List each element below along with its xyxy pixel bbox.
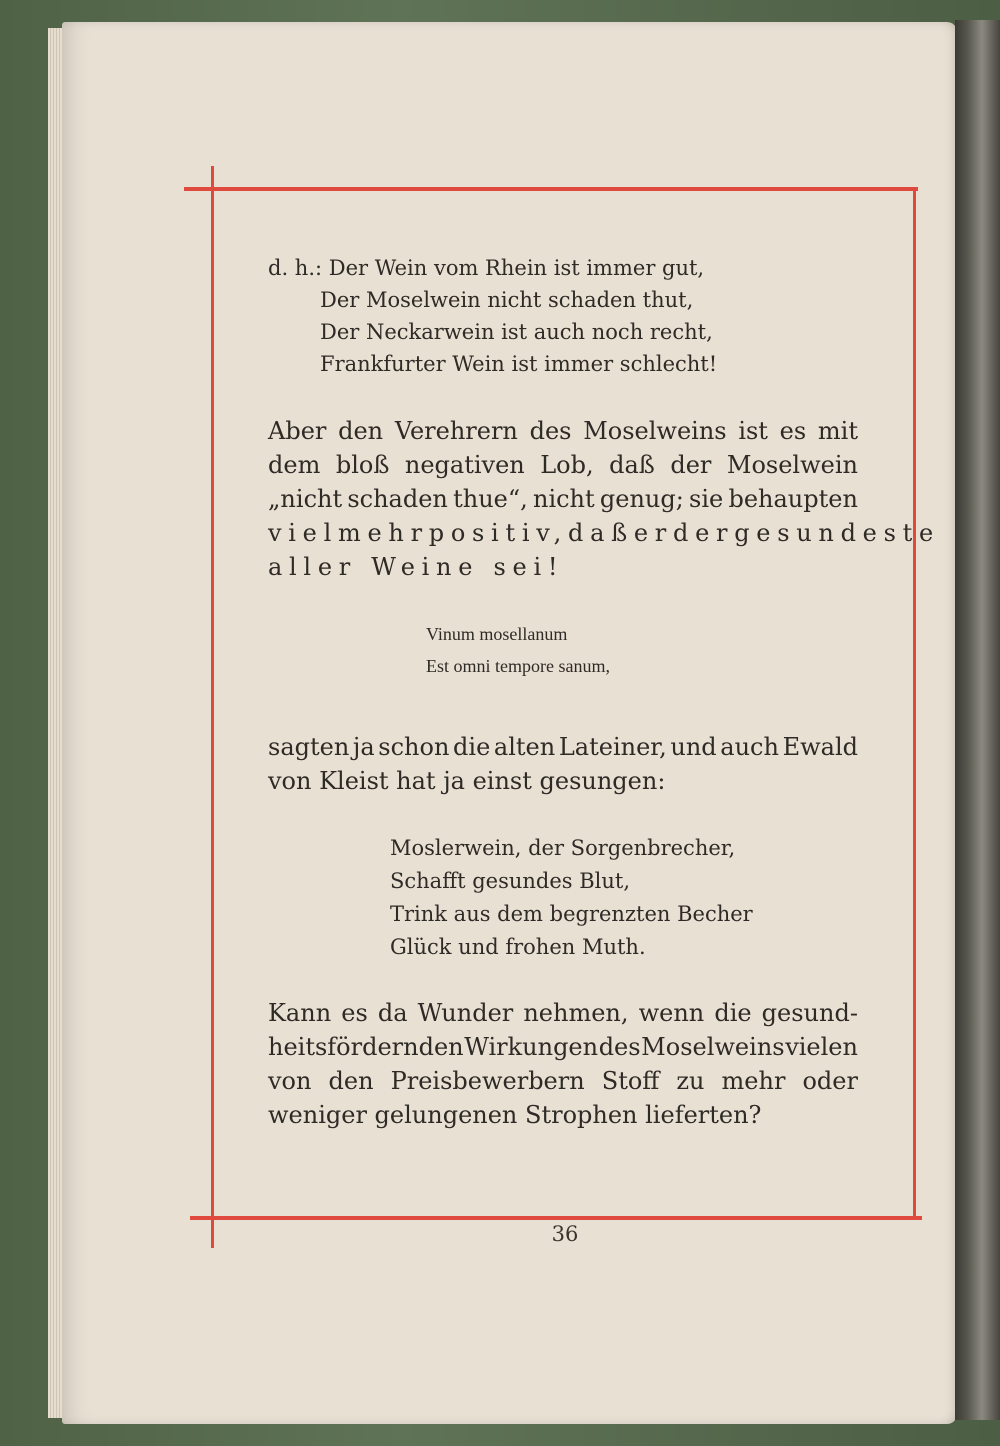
border-right-rule: [913, 187, 916, 1217]
paragraph-line: Aber den Verehrern des Moselweins ist es mit: [268, 417, 858, 445]
verse-line: Der Neckarwein ist auch noch recht,: [320, 320, 713, 344]
border-left-rule: [211, 166, 214, 1248]
paragraph-line: von den Preisbewerbern Stoff zu mehr oder: [268, 1067, 858, 1095]
paragraph-line: sagten ja schon die alten Lateiner, und auch Ewald: [268, 733, 858, 761]
paragraph-3: [268, 996, 858, 1132]
paragraph-line: „nicht schaden thue“, nicht genug; sie behaupten: [268, 485, 858, 513]
verse-line: Der Moselwein nicht schaden thut,: [320, 288, 694, 312]
verse-line: Schafft gesundes Blut,: [390, 869, 631, 893]
page-number: 36: [551, 1222, 579, 1246]
paragraph-line: vielmehr positiv, daß er der gesundeste: [268, 519, 940, 547]
verse-line: Moslerwein, der Sorgenbrecher,: [390, 836, 736, 860]
verse-line: Der Wein vom Rhein ist immer gut,: [328, 256, 705, 280]
border-bottom-rule: [190, 1216, 922, 1220]
verse-line: Glück und frohen Muth.: [390, 935, 646, 959]
latin-quote: [426, 618, 610, 682]
paragraph-line: weniger gelungenen Strophen lieferten?: [268, 1101, 762, 1129]
verse-1-prefix: d. h.:: [268, 256, 323, 280]
paragraph-2: [268, 730, 858, 798]
verse-line: Trink aus dem begrenzten Becher: [390, 902, 753, 926]
verse-2: [390, 832, 753, 964]
paragraph-1: [268, 414, 940, 584]
book-spine-edge: [955, 20, 1000, 1420]
paragraph-line: Kann es da Wunder nehmen, wenn die gesund-: [268, 999, 858, 1027]
latin-line: Est omni tempore sanum,: [426, 656, 610, 676]
paragraph-line: dem bloß negativen Lob, daß der Moselwein: [268, 451, 858, 479]
verse-line: Frankfurter Wein ist immer schlecht!: [320, 352, 718, 376]
paragraph-line: aller Weine sei!: [268, 553, 565, 581]
paragraph-line: von Kleist hat ja einst gesungen:: [268, 767, 666, 795]
paragraph-line: heitsfördernden Wirkungen des Moselweins vielen: [268, 1033, 858, 1061]
book-page: [62, 22, 957, 1424]
verse-1: [268, 252, 717, 380]
latin-line: Vinum mosellanum: [426, 624, 568, 644]
border-top-rule: [184, 187, 918, 191]
